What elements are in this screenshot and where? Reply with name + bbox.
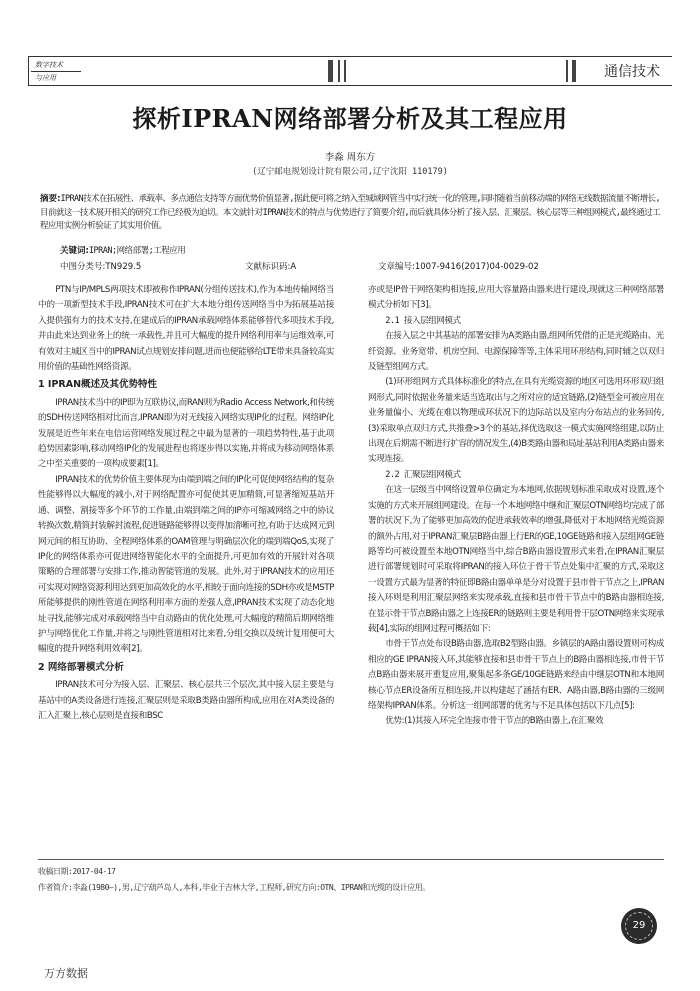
paragraph: IPRAN技术当中的IP即为互联协议,而RAN则为Radio Access Network,和传统的SDH传送网络相对比而言,IPRAN即为对无线接入网络实现IP化的过程。网络IP化发展是近些年来在电信运营网络发展过程之中最为显著的一项趋势特性,基于此项趋势因素影响,移动网络IP化的发展进程也将逐步得以实施,并将成为移动网络体系之中至关重要的一项构成要素[1]。 bbox=[38, 397, 334, 470]
header-bar bbox=[572, 60, 576, 82]
logo-divider bbox=[31, 71, 81, 72]
page-number-badge bbox=[621, 908, 657, 944]
abstract-text: IPRAN技术在拓展性、承载率、多点通信支持等方面优势价值显著,据此便可将之纳入至城域网管当中实行统一化的管理,同时随着当前移动端的网络无线数据流量不断增长,目前就这一技术展开相关的研究工作已经极为迫切。本文就针对IPRAN技术的特点与优势进行了简要介绍,而后就具体分析了接入层、汇聚层、核心层等三种组网模式,最终通过工程应用实例分析验证了其实用价值。 bbox=[40, 194, 660, 231]
header-bar bbox=[344, 60, 346, 82]
body-column-right bbox=[368, 283, 664, 730]
clc-number: 中图分类号:TN929.5 bbox=[60, 262, 142, 272]
body-column-left bbox=[38, 283, 334, 724]
document-code: 文献标识码:A bbox=[245, 262, 297, 272]
section-tag: 通信技术 bbox=[604, 64, 660, 80]
paragraph: 在接入层之中其基站的部署安排为A类路由器,组网所凭借的正是光缆路由、光纤资源、业务宽带、机房空间、电源保障等等,主体采用环形结构,同时辅之以双归及链型组网方式。 bbox=[368, 331, 664, 373]
journal-header bbox=[28, 56, 672, 86]
header-bar bbox=[328, 60, 333, 82]
logo-line1: 数字技术 bbox=[35, 61, 63, 69]
section-heading: 1 IPRAN概述及其优势特性 bbox=[38, 379, 158, 391]
author-bio: 作者简介:李淼(1980—),男,辽宁葫芦岛人,本科,毕业于吉林大学,工程师,研究方向:OTN、IPRAN和光缆的设计应用。 bbox=[38, 883, 430, 892]
header-bar bbox=[338, 60, 340, 82]
authors: 李淼 周东方 bbox=[324, 152, 376, 163]
subsection-heading: 2.1 接入层组网模式 bbox=[385, 315, 461, 326]
keywords-label: 关键词: bbox=[60, 246, 89, 256]
badge-ring bbox=[625, 912, 653, 940]
paragraph: 优势:(1)其接入环完全连接市骨干节点的B路由器上,在汇聚效 bbox=[385, 716, 604, 727]
keywords bbox=[60, 244, 660, 256]
paragraph: (1)环形组网方式具体标准化的特点,在具有光缆资源的地区可选用环形双归组网形式,同时依据业务量来适当选取出与之所对应的适宜链路,(2)链型金可被应用在业务量偏小、光缆在难以物理成环状况下的边际站以及室内分布站点的业务回传,(3)采取单点双归方式,共推叠>3个的基站,择优选取这一模式实施网络组建,以防止出现在后期需不断进行扩容的情况发生,(4)B类路由器和局址基站利用A类路由器来实现连接。 bbox=[368, 377, 664, 465]
header-bar bbox=[566, 60, 568, 82]
paragraph: 在这一层级当中网络设置单位确定为本地网,依据规划标准采取成对设置,逐个实施的方式来开展组网建设。在每一个本地网络中继和汇聚层OTN网络均完成了部署的状况下,为了能够更加高效的促进承载效率的增强,降低对于本地网络光缆资源的额外占用,对于IPRAN汇聚层B路由器上行ER的GE,10GE链路和接入层组网GE链路等均可被设置至本地OTN网络当中,综合B路由器设置形式来看,在IPRAN汇聚层进行部署规划时可采取将IPRAN的接入环位于骨干节点处集中汇聚的方式,采取这一设置方式最为显著的特征即B路由器单单是分对设置于县市骨干节点之上,IPRAN接入环则是利用汇聚层网络来实现承载,直接和县市骨干节点中的B路由器相连接,在显示骨干节点B路由器之上连接ER的链路则主要是利用骨干层OTN网络来实现承载[4],实际的组网过程可概括如下: bbox=[368, 485, 664, 634]
paragraph: PTN与IP/MPLS两项技术即被称作IPRAN(分组传送技术),作为本地传输网络当中的一项新型技术手段,IPRAN技术可在扩大本地分组传送网络当中为拓展基站接入提供强有力的技术支持,在建成后的IPRAN承载网络体系能够替代多项技术手段,并由此来达到业务上的统一承载性,并且可大幅度的提升网络利用率与运维效率,可有效对主城区当中的IPRAN试点规划安排问题,进而也便能够给LTE带来具备较高实用价值的基础性网络资源。 bbox=[38, 285, 334, 373]
paragraph: IPRAN技术可分为接入层、汇聚层、核心层共三个层次,其中接入层主要是与基站中的A类设备进行连接,汇聚层则是采取B类路由器所构成,应用在对A类设备的汇入汇聚上,核心层则是直接和BSC bbox=[38, 680, 334, 721]
header-rule-bottom bbox=[86, 85, 672, 86]
received-date: 收稿日期:2017-04-17 bbox=[38, 867, 116, 876]
abstract bbox=[40, 193, 660, 234]
logo-line2: 与应用 bbox=[35, 74, 56, 82]
subsection-heading: 2.2 汇聚层组网模式 bbox=[385, 469, 461, 480]
paragraph: IPRAN技术的优势价值主要体现为由端到端之间的IP化可促使网络结构的复杂性能够得以大幅度的减小,对于网络配置亦可促使其更加精简,可显著缩短基站开通、调整、割接等多个环节的工作量,由端到端之间的IP亦可缩减网络之中的协议转换次数,精简封装解封流程,促进链路能够得以变得加清晰可控,有助于达成网元到网元间的相互协助、全程网络体系的OAM管理与明确层次化的端到端QoS,实现了IP化的网络体系亦可促进网络智能化水平的全面提升,可更加有效的开展针对各项策略的合理部署与安排工作,推动智能管道的发展。此外,对于IPRAN技术的应用还可实现对网络资源利用达到更加高效化的水平,相较于面向连接的SDH亦或是MSTP所能够提供的刚性管道在网络利用率方面的差强人意,IPRAN技术实现了动态化地址寻找,能够完成对承载网络当中自动路由的优化处理,可大幅度的精简后期网络维护与网络优化工作量,并将之与刚性管道相对比来看,分组交换以及统计复用便可大幅度的提升网络利用效率[2]。 bbox=[38, 474, 334, 655]
article-number: 文章编号:1007-9416(2017)04-0029-02 bbox=[378, 262, 539, 272]
footnote-divider bbox=[38, 859, 664, 860]
page-number: 29 bbox=[632, 920, 646, 931]
abstract-label: 摘要: bbox=[40, 194, 61, 204]
journal-logo bbox=[28, 56, 86, 86]
affiliation: (辽宁邮电规划设计院有限公司,辽宁沈阳 110179) bbox=[252, 167, 448, 177]
section-heading: 2 网络部署模式分析 bbox=[38, 661, 124, 673]
paragraph: 亦或是IP骨干网络架构相连接,应用大容量路由器来进行建设,现就这三种网络部署模式分析如下[3]。 bbox=[368, 285, 664, 311]
database-watermark: 万方数据 bbox=[44, 967, 88, 980]
paper-title: 探析IPRAN网络部署分析及其工程应用 bbox=[132, 104, 568, 133]
paragraph: 市骨干节点处布设B路由器,选取B2型路由器。乡镇层的A路由器设置则可构成相应的GE IPRAN接入环,其能够直接和县市骨干节点上的B路由器相连接,市骨干节点B路由器来展开重复应用,聚集起多条GE/10GE链路来经由中继层OTN和本地网核心节点ER设备所互相连接,并以构建起了涵括有ER、A路由器,B路由器的三级网络架构IPRAN体系。分析这一组网部署的优劣与不足具体包括以下几点[5]: bbox=[368, 639, 664, 711]
header-rule-top bbox=[86, 56, 672, 57]
keywords-text: IPRAN;网络部署;工程应用 bbox=[88, 246, 186, 256]
